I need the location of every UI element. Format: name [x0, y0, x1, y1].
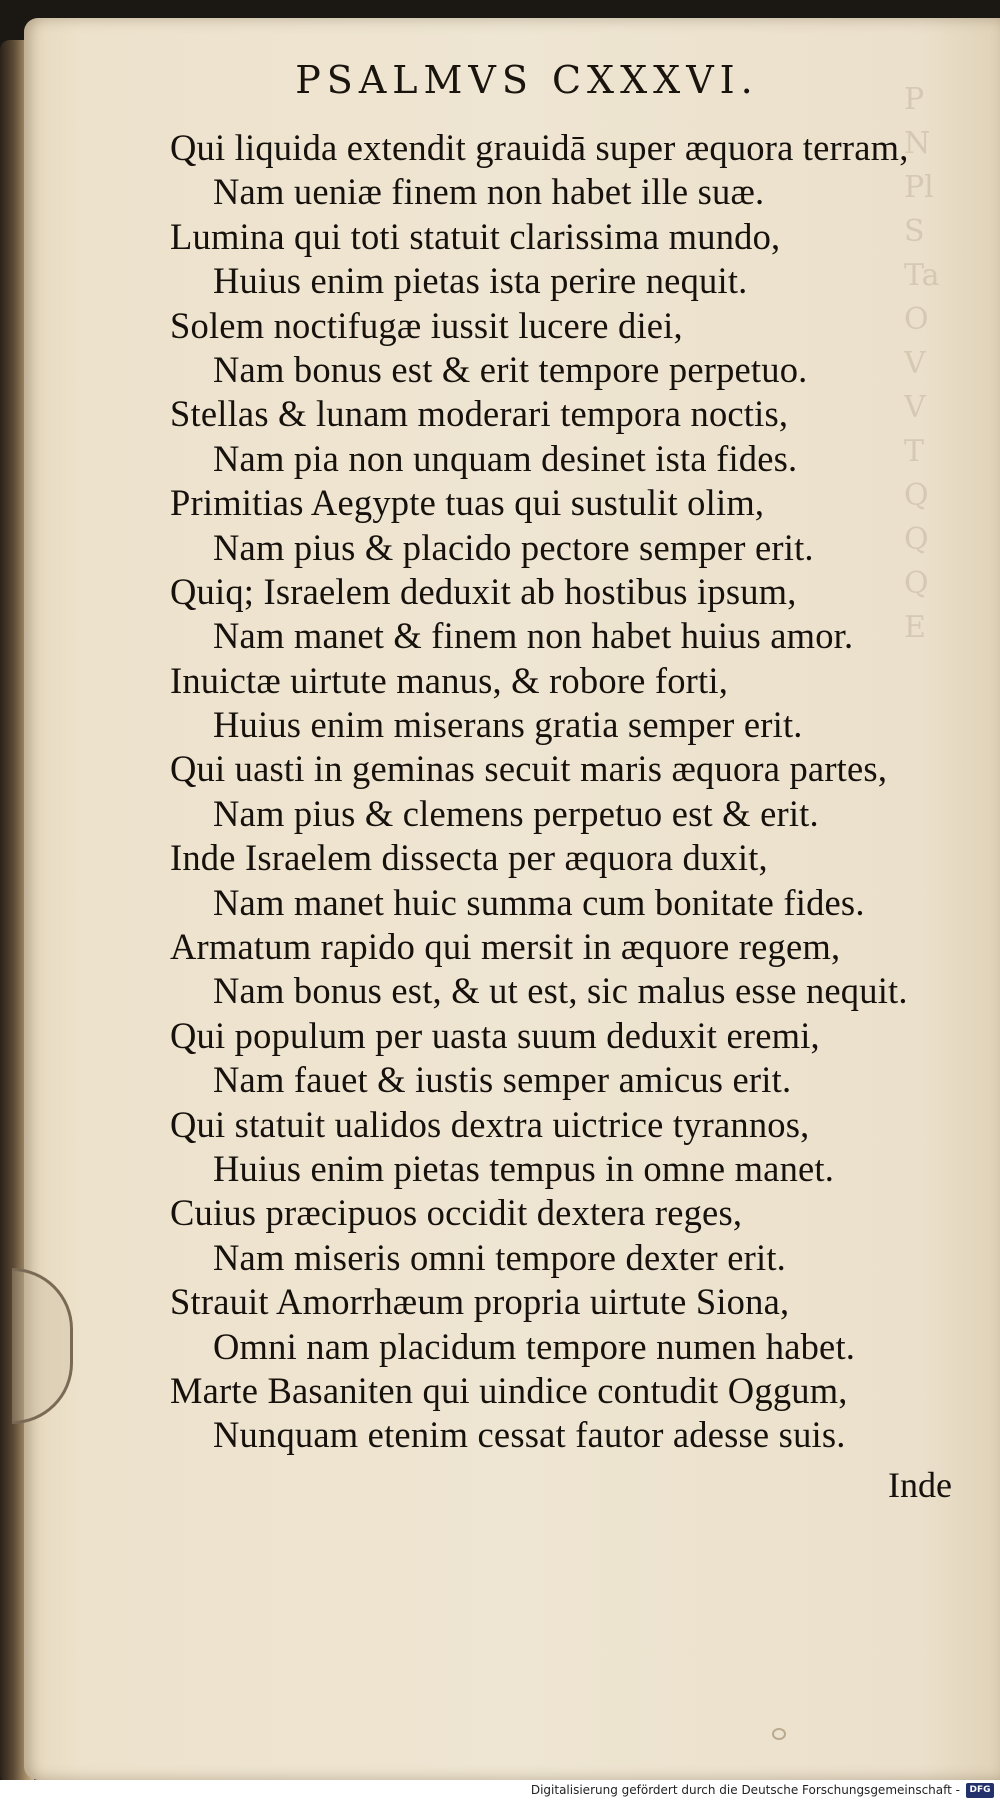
- show-through-text: P N Pl S Ta O V V T Q Q Q E: [904, 82, 940, 645]
- verse-line-indented: Nunquam etenim cessat fautor adesse suis.: [213, 1414, 846, 1456]
- verse-line: Stellas & lunam moderari tempora noctis,: [170, 393, 789, 435]
- verse-line-indented: Nam manet & finem non habet huius amor.: [213, 615, 854, 657]
- book-page: [24, 18, 1000, 1780]
- verse-line: Cuius præcipuos occidit dextera reges,: [170, 1192, 743, 1234]
- verse-line: Armatum rapido qui mersit in æquore regem,: [170, 926, 841, 968]
- dfg-logo: DFG: [966, 1783, 994, 1798]
- verse-line: Qui liquida extendit grauidā super æquora terram,: [170, 127, 909, 168]
- verse-line-indented: Nam miseris omni tempore dexter erit.: [213, 1236, 786, 1278]
- funding-credit: Digitalisierung gefördert durch die Deutsche Forschungsgemeinschaft -: [530, 1783, 960, 1797]
- verse-line-indented: Huius enim miserans gratia semper erit.: [213, 704, 803, 746]
- verse-line: Inuictæ uirtute manus, & robore forti,: [170, 659, 729, 701]
- verse-line-indented: Nam manet huic summa cum bonitate fides.: [213, 881, 865, 923]
- catchword: Inde: [888, 1465, 952, 1505]
- verse-line-indented: Huius enim pietas tempus in omne manet.: [213, 1147, 835, 1189]
- verse-line-indented: Omni nam placidum tempore numen habet.: [213, 1325, 856, 1367]
- verse-line: Strauit Amorrhæum propria uirtute Siona,: [170, 1281, 790, 1323]
- verse-line-indented: Nam ueniæ finem non habet ille suæ.: [213, 171, 765, 213]
- verse-line: Qui statuit ualidos dextra uictrice tyrannos,: [170, 1103, 810, 1145]
- verse-line-indented: Nam pius & clemens perpetuo est & erit.: [213, 792, 819, 834]
- digitization-footer: [0, 1780, 1000, 1801]
- verse-line-indented: Huius enim pietas ista perire nequit.: [213, 260, 748, 302]
- verse-line: Primitias Aegypte tuas qui sustulit olim,: [170, 482, 765, 524]
- verse-line-indented: Nam fauet & iustis semper amicus erit.: [213, 1059, 792, 1101]
- verse-line: Qui populum per uasta suum deduxit eremi,: [170, 1014, 820, 1056]
- verse-line: Qui uasti in geminas secuit maris æquora partes,: [170, 748, 888, 790]
- verse-line: Lumina qui toti statuit clarissima mundo,: [170, 215, 781, 257]
- page-clip: [12, 1268, 73, 1424]
- verse-line-indented: Nam pius & placido pectore semper erit.: [213, 526, 814, 568]
- verse-line-indented: Nam bonus est, & ut est, sic malus esse nequit.: [213, 970, 908, 1012]
- verse-block: [170, 126, 990, 1458]
- ink-smudge: [772, 1728, 786, 1740]
- running-head: PSALMVS CXXXVI.: [295, 58, 759, 102]
- verse-line-indented: Nam pia non unquam desinet ista fides.: [213, 437, 798, 479]
- verse-line: Quiq; Israelem deduxit ab hostibus ipsum,: [170, 570, 797, 612]
- verse-line: Marte Basaniten qui uindice contudit Oggum,: [170, 1369, 848, 1411]
- verse-line: Inde Israelem dissecta per æquora duxit,: [170, 837, 768, 879]
- verse-line-indented: Nam bonus est & erit tempore perpetuo.: [213, 348, 808, 390]
- verse-line: Solem noctifugæ iussit lucere diei,: [170, 304, 683, 346]
